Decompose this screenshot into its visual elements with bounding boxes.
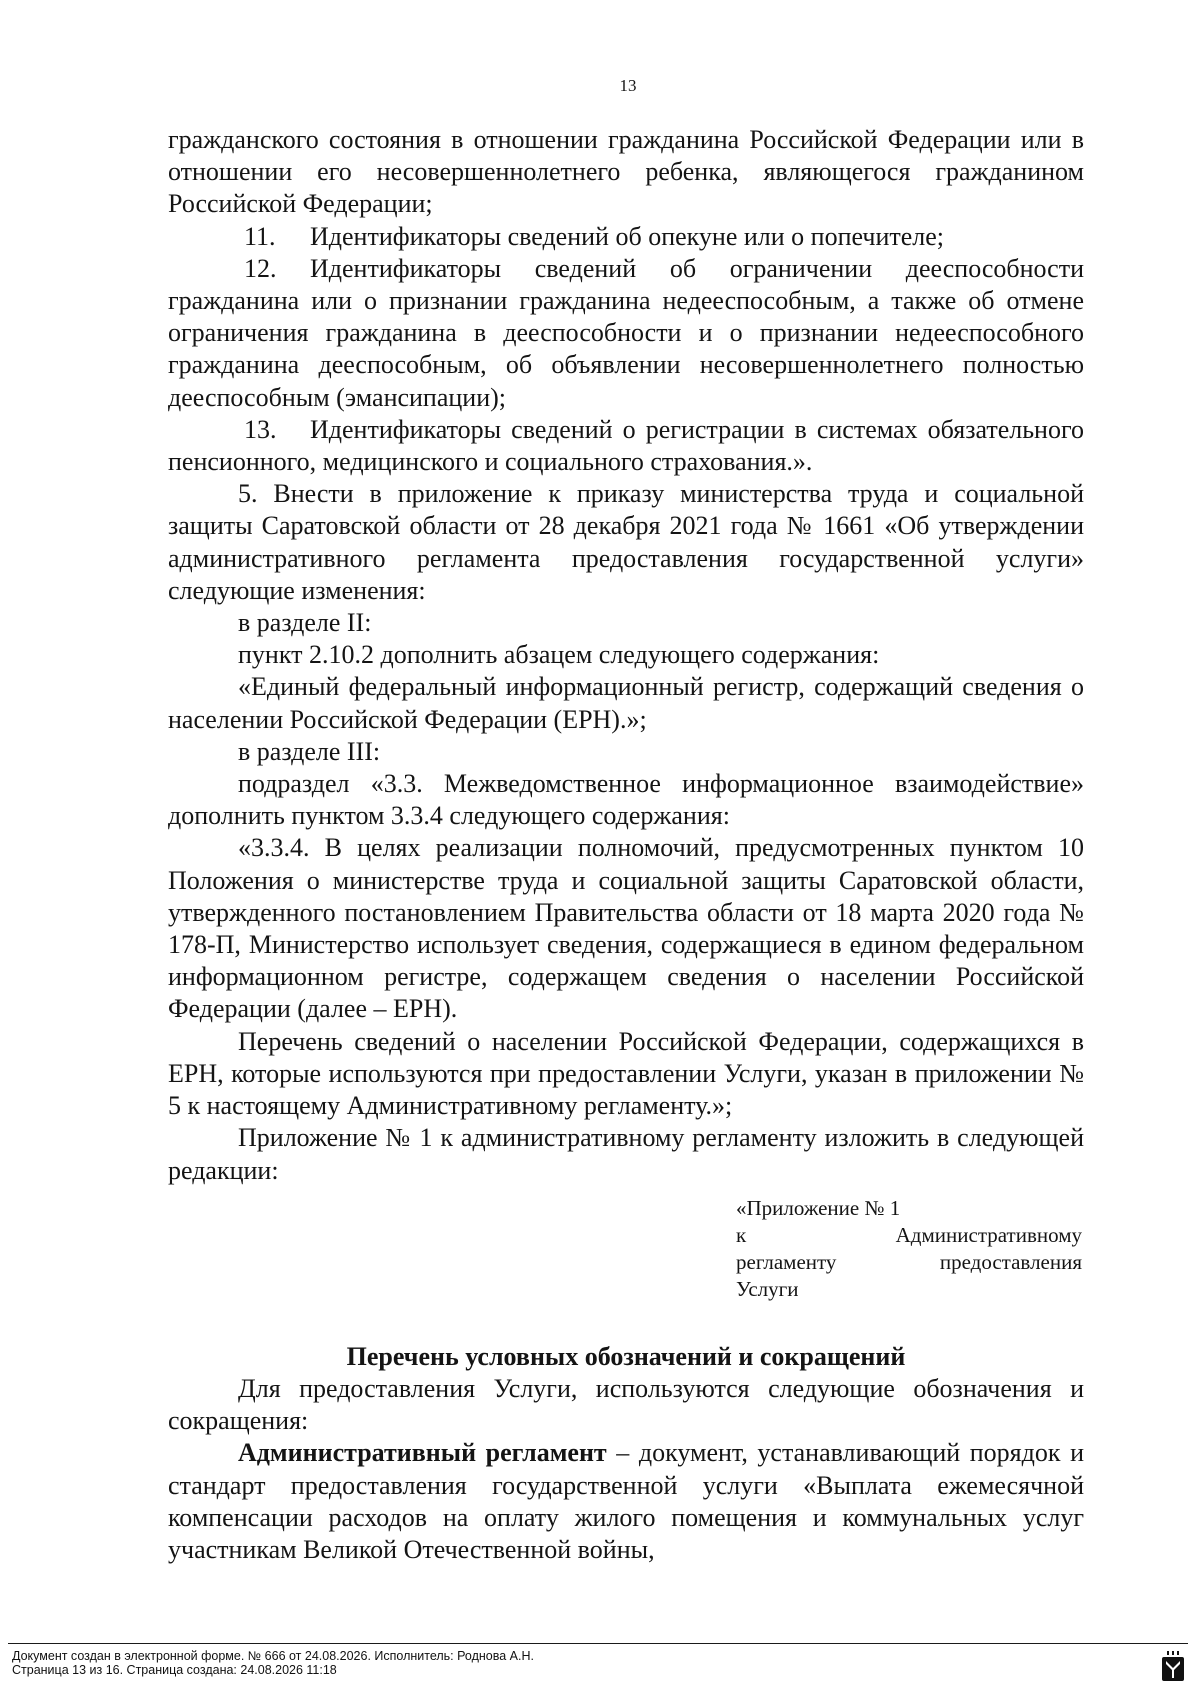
paragraph-point-2-10-2: пункт 2.10.2 дополнить абзацем следующего содержания: — [238, 640, 880, 670]
page-number: 13 — [619, 76, 637, 95]
appendix-line-3-right: предоставления — [939, 1249, 1082, 1274]
footer-line-2: Страница 13 из 16. Страница создана: 24.08.2026 11:18 — [12, 1663, 337, 1677]
list-item-13 — [168, 414, 1084, 478]
paragraph-continuation: гражданского состояния в отношении гражданина Российской Федерации или в отношении его несовершеннолетнего ребенка, являющегося гражданином Российской Федерации; — [168, 125, 1084, 219]
appendix-line-4: Услуги — [736, 1276, 799, 1301]
section-title: Перечень условных обозначений и сокращений — [346, 1341, 906, 1371]
item-text: Идентификаторы сведений о регистрации в системах обязательного пенсионного, медицинского и социального страхования.». — [168, 414, 1084, 477]
paragraph-quote-ern: «Единый федеральный информационный регистр, содержащий сведения о населении Российской Федерации (ЕРН).»; — [168, 672, 1084, 734]
item-number: 11. — [244, 221, 276, 251]
footer-text — [12, 1649, 534, 1677]
footer-divider — [8, 1643, 1188, 1644]
footer-line-1: Документ создан в электронной форме. № 666 от 24.08.2026. Исполнитель: Роднова А.Н. — [12, 1649, 534, 1663]
paragraph-definition — [168, 1437, 1084, 1566]
item-number: 13. — [244, 414, 277, 444]
appendix-caption — [736, 1195, 1082, 1303]
paragraph-point-3-3-4: «3.3.4. В целях реализации полномочий, предусмотренных пунктом 10 Положения о министерстве труда и социальной защиты Саратовской области, утвержденного постановлением Правительства области от 18 марта 2020 года № 178-П, Министерство использует сведения, содержащиеся в едином федеральном информационном регистре, содержащем сведения о населении Российской Федерации (далее – ЕРН). — [168, 833, 1084, 1024]
footer — [0, 1635, 1200, 1698]
bold-term: Административный регламент — [238, 1438, 607, 1468]
paragraph-ern-list: Перечень сведений о населении Российской Федерации, содержащихся в ЕРН, которые используются при предоставлении Услуги, указан в приложении № 5 к настоящему Административному регламенту.»; — [168, 1026, 1084, 1121]
document-body — [168, 124, 1084, 1566]
paragraph-section-2: в разделе II: — [238, 608, 372, 638]
list-item-11 — [168, 221, 1084, 253]
definition-text: – документ, устанавливающий порядок и стандарт предоставления государственной услуги «Выплата ежемесячной компенсации расходов на оплату жилого помещения и коммунальных услуг участникам Великой Отечественной войны, — [168, 1438, 1084, 1564]
paragraph-appendix-1: Приложение № 1 к административному регламенту изложить в следующей редакции: — [168, 1123, 1084, 1185]
appendix-line-2-right: Административному — [895, 1222, 1082, 1247]
paragraph-intro: Для предоставления Услуги, используются следующие обозначения и сокращения: — [168, 1373, 1084, 1436]
paragraph-section-3: в разделе III: — [238, 736, 381, 766]
appendix-line-3 — [736, 1249, 1082, 1276]
item-text: Идентификаторы сведений об ограничении дееспособности гражданина или о признании гражданина недееспособным, а также об отмене ограничения гражданина в дееспособности и о признании недееспособного гражданина дееспособным, об объявлении несовершеннолетнего полностью дееспособным (эмансипации); — [168, 253, 1084, 412]
paragraph-amendment-5: 5. Внести в приложение к приказу министерства труда и социальной защиты Саратовской области от 28 декабря 2021 года № 1661 «Об утверждении административного регламента предоставления государственной услуги» следующие изменения: — [168, 479, 1084, 605]
appendix-line-2-left: к — [736, 1222, 747, 1247]
coat-of-arms-icon — [1162, 1651, 1184, 1681]
appendix-line-2 — [736, 1222, 1082, 1249]
item-number: 12. — [244, 253, 277, 283]
item-text: Идентификаторы сведений об опекуне или о попечителе; — [310, 221, 945, 251]
appendix-line-3-left: регламенту — [736, 1249, 837, 1274]
list-item-12 — [168, 253, 1084, 414]
appendix-line-1: «Приложение № 1 — [736, 1195, 901, 1220]
paragraph-subsection-3-3: подраздел «3.3. Межведомственное информационное взаимодействие» дополнить пунктом 3.3.4 следующего содержания: — [168, 769, 1084, 831]
